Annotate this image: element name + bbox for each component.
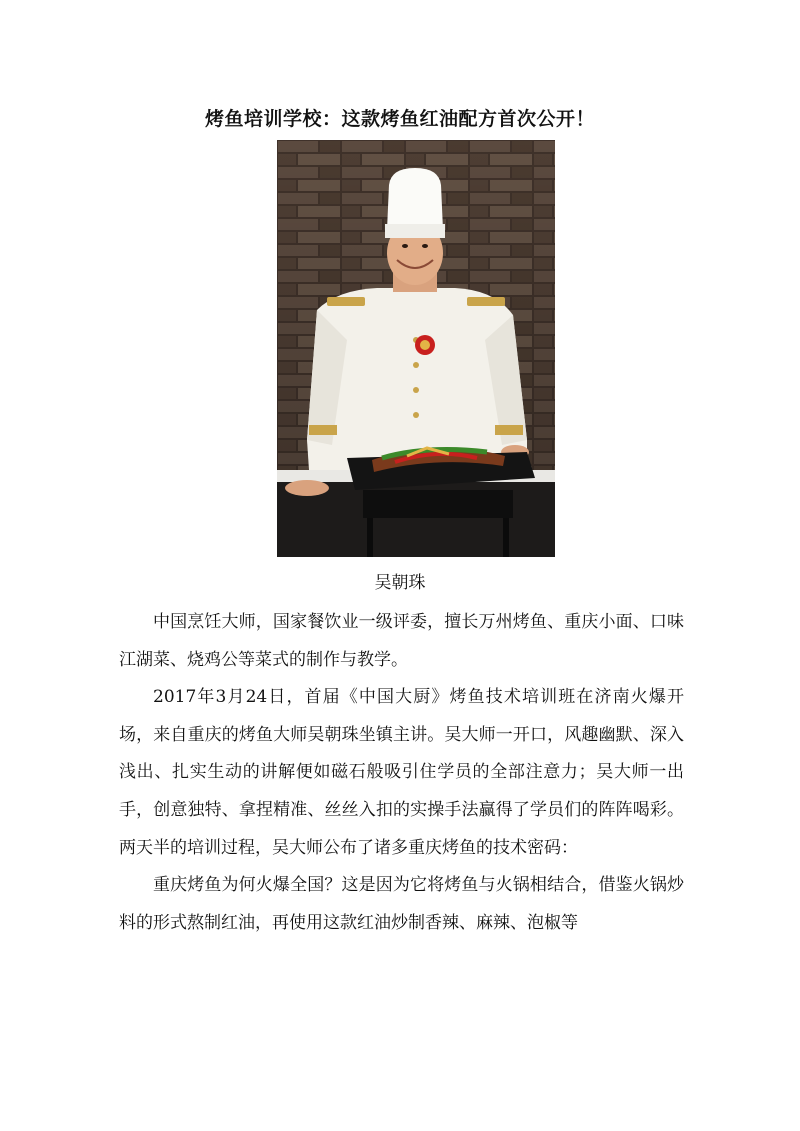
- photo-caption: 吴朝珠: [374, 573, 426, 593]
- article-body: [119, 604, 684, 942]
- article-title: 烤鱼培训学校：这款烤鱼红油配方首次公开！: [204, 108, 595, 130]
- paragraph-2: 2017年3月24日，首届《中国大厨》烤鱼技术培训班在济南火爆开场，来自重庆的烤鱼大师吴朝珠坐镇主讲。吴大师一开口，风趣幽默、深入浅出、扎实生动的讲解便如磁石般吸引住学员的全部注意力；吴大师一出手，创意独特、拿捏精准、丝丝入扣的实操手法赢得了学员们的阵阵喝彩。两天半的培训过程，吴大师公布了诸多重庆烤鱼的技术密码：: [119, 687, 684, 858]
- paragraph-1: 中国烹饪大师，国家餐饮业一级评委，擅长万州烤鱼、重庆小面、口味江湖菜、烧鸡公等菜式的制作与教学。: [119, 612, 684, 670]
- paragraph-3: 重庆烤鱼为何火爆全国？这是因为它将烤鱼与火锅相结合，借鉴火锅炒料的形式熬制红油，再使用这款红油炒制香辣、麻辣、泡椒等: [119, 875, 684, 933]
- chef-photo: [277, 140, 555, 557]
